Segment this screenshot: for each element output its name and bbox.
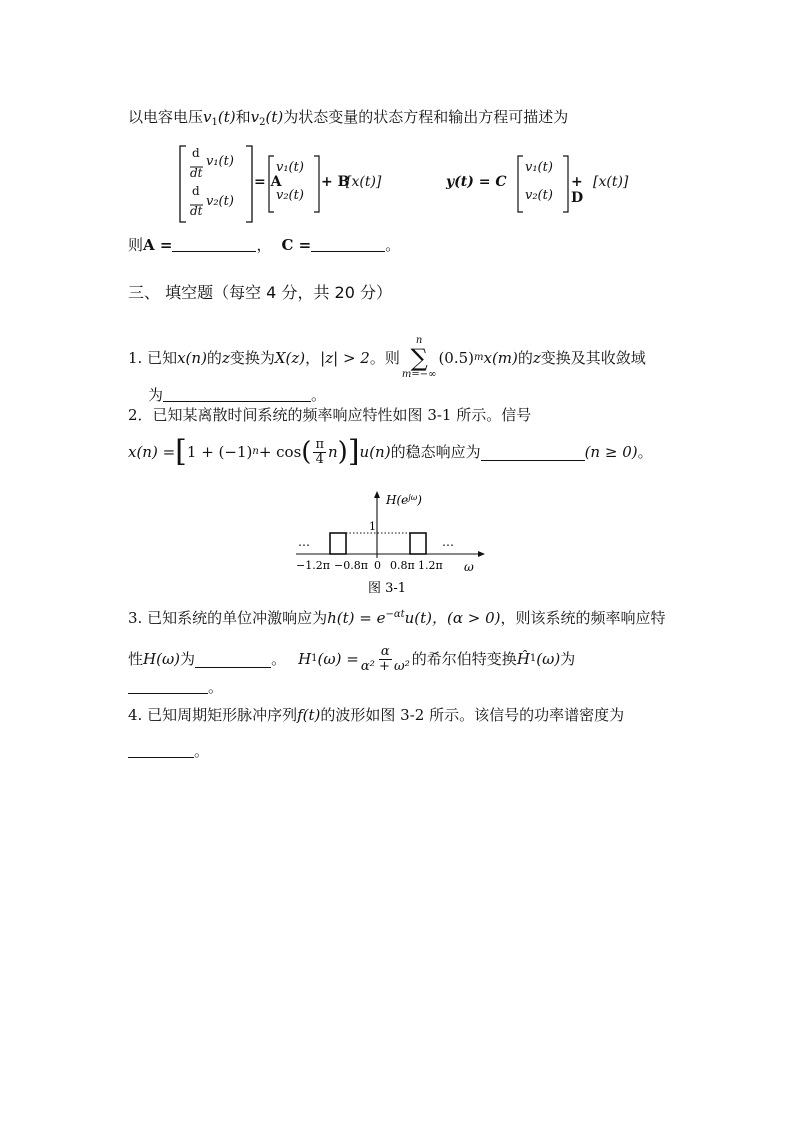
q2-text: 的稳态响应为	[390, 443, 481, 461]
q3-H1: H	[298, 650, 312, 668]
section-title: 三、 填空题（每空 4 分，共 20 分）	[128, 283, 392, 302]
q2-line1: 2．已知某离散时间系统的频率响应特性如图 3-1 所示。信号	[128, 406, 532, 424]
right-bracket: ]	[347, 434, 360, 469]
sum-bottom: m=−∞	[401, 369, 437, 380]
q2-cos: + cos	[258, 443, 302, 461]
vec-v2: v₂(t)	[276, 188, 304, 203]
q1-xn: x(n)	[177, 349, 207, 367]
q1-part7: 变换及其收敛域	[540, 349, 646, 367]
q4-blank[interactable]	[128, 741, 194, 758]
intro-and: 和	[235, 108, 251, 126]
C-blank[interactable]	[311, 235, 385, 252]
output-lhs: y(t) = C	[446, 174, 507, 190]
fig-xlabel: ω	[464, 560, 474, 574]
q3-line1	[128, 604, 666, 629]
fig-dots-left: …	[298, 535, 310, 549]
state-equation	[178, 142, 598, 226]
q1-line2	[148, 384, 326, 406]
t-argument: (t)	[217, 108, 236, 126]
q3-line3	[128, 676, 223, 698]
q1-wei: 为	[148, 386, 164, 404]
C-label: C =	[281, 236, 312, 254]
passband-left	[330, 533, 346, 554]
q1-roc: |z| > 2	[320, 349, 370, 367]
q3-blank-1[interactable]	[195, 651, 271, 668]
q1-end: 。	[311, 386, 327, 404]
v2-subscript: 2	[259, 117, 266, 128]
q2-exp-n: n	[252, 446, 259, 457]
cos-rparen: )	[337, 437, 348, 467]
q3-frac-num: α	[380, 643, 390, 659]
y-axis-arrow	[374, 491, 380, 498]
q3-line2	[128, 640, 575, 678]
left-bracket: [	[175, 434, 187, 469]
q1-z: z	[221, 349, 230, 367]
q2-inner1: 1 + (−1)	[186, 443, 253, 461]
equals-A: = A	[254, 174, 282, 190]
v1-symbol: v	[203, 108, 212, 126]
vec-v2-out: v₂(t)	[525, 188, 553, 203]
deriv-v1: v₁(t)	[206, 154, 234, 169]
v2-symbol: v	[250, 108, 260, 126]
q3-end1: 。	[271, 650, 287, 668]
q1-part1: 1. 已知	[128, 349, 178, 367]
x-input: [x(t)]	[346, 174, 382, 190]
q2-line2	[128, 432, 653, 472]
cos-lparen: (	[301, 437, 312, 467]
q1-part2: 的	[206, 349, 222, 367]
pi-num: π	[315, 436, 324, 452]
q1-part5: 。则	[369, 349, 400, 367]
fig-ylabel: $H(e^{j\omega})$	[386, 493, 422, 507]
q3-frac-den: α² + ω²	[360, 658, 410, 674]
q3-H1-sub: 1	[311, 653, 318, 664]
q4-text-a: 4. 已知周期矩形脉冲序列	[128, 706, 298, 724]
x-axis-arrow	[478, 551, 485, 557]
passband-right	[410, 533, 426, 554]
q1-part3: 变换为	[229, 349, 275, 367]
t-argument-2: (t)	[265, 108, 284, 126]
q3-H1hat-arg: (ω)	[536, 650, 561, 668]
plus-D: + D	[571, 174, 584, 206]
q1-blank[interactable]	[163, 385, 311, 402]
q3-end2: 。	[208, 678, 224, 696]
tick-12pi: 1.2π	[418, 559, 443, 572]
q2-xn: x(n) =	[128, 443, 176, 461]
q2-n: n	[327, 443, 338, 461]
deriv-v2: v₂(t)	[206, 194, 234, 209]
q3-ut: u(t)	[404, 609, 433, 627]
deriv-num-1: d	[192, 146, 200, 160]
tick-zero: 0	[374, 559, 381, 572]
q4-end: 。	[194, 742, 210, 760]
q3-ht: h(t) = e	[327, 609, 386, 627]
fig-dots-right: …	[442, 535, 454, 549]
answer-sep: ，	[256, 236, 272, 254]
deriv-den-1: dt	[190, 166, 203, 180]
sum-top: n	[415, 335, 423, 346]
q2-end: 。	[637, 443, 653, 461]
equation-brackets	[178, 142, 598, 226]
sigma-symbol: ∑	[410, 344, 428, 372]
q3-Hw: H(ω)	[143, 650, 181, 668]
q1-part4: ，	[305, 349, 321, 367]
q1-line1	[128, 335, 646, 380]
q2-cond: (n ≥ 0)	[584, 443, 638, 461]
q3-text-b: ，则该系统的频率响应特	[500, 609, 666, 627]
q2-blank[interactable]	[481, 444, 585, 461]
q1-Xz: X(z)	[274, 349, 306, 367]
q3-H1hat: Ĥ	[516, 650, 530, 668]
q2-un: u(n)	[359, 443, 391, 461]
q3-H1-arg: (ω) =	[317, 650, 359, 668]
q3-exp: −αt	[385, 609, 405, 620]
q4-line2	[128, 740, 209, 762]
answer-prefix: 则	[128, 236, 144, 254]
q3-text-a: 3. 已知系统的单位冲激响应为	[128, 609, 328, 627]
q3-H1hat-sub: 1	[529, 653, 537, 664]
plus-B: + B	[321, 174, 350, 190]
pi-over-4	[313, 438, 326, 467]
fig-one: 1	[369, 520, 376, 533]
q3-wei-2: 为	[560, 650, 576, 668]
x-input-out: [x(t)]	[593, 174, 629, 190]
fig-caption: 图 3-1	[368, 581, 407, 596]
intro-text: 以电容电压	[128, 108, 204, 126]
q1-sum	[402, 336, 437, 380]
q1-term-exp: m	[474, 352, 484, 363]
intro-text-post: 为状态变量的状态方程和输出方程可描述为	[283, 108, 569, 126]
answer-line	[128, 234, 400, 256]
q1-z2: z	[532, 349, 541, 367]
A-label: A =	[143, 236, 173, 254]
A-blank[interactable]	[172, 235, 256, 252]
answer-end: 。	[385, 236, 401, 254]
tick-08pi: 0.8π	[390, 559, 415, 572]
q4-line1	[128, 704, 624, 726]
figure-3-1	[290, 488, 490, 598]
q1-term: (0.5)	[438, 349, 474, 367]
q4-ft: f(t)	[297, 706, 321, 724]
intro-line	[128, 106, 568, 134]
q3-blank-2[interactable]	[128, 677, 208, 694]
four-den: 4	[315, 451, 324, 467]
deriv-num-2: d	[192, 184, 200, 198]
q3-wei: 为	[180, 650, 196, 668]
q3-hilbert-text: 的希尔伯特变换	[411, 650, 517, 668]
q3-xing: 性	[128, 650, 144, 668]
vec-v1-out: v₁(t)	[525, 160, 553, 175]
deriv-den-2: dt	[190, 204, 203, 218]
tick-neg08pi: −0.8π	[334, 559, 368, 572]
vec-v1: v₁(t)	[276, 160, 304, 175]
q3-cond: ，(α > 0)	[432, 609, 501, 627]
q4-text-b: 的波形如图 3-2 所示。该信号的功率谱密度为	[320, 706, 625, 724]
tick-neg12pi: −1.2π	[296, 559, 330, 572]
q1-xm: x(m)	[483, 349, 518, 367]
q1-part6: 的	[517, 349, 533, 367]
v1-subscript: 1	[211, 117, 218, 128]
q3-fraction	[361, 645, 410, 674]
